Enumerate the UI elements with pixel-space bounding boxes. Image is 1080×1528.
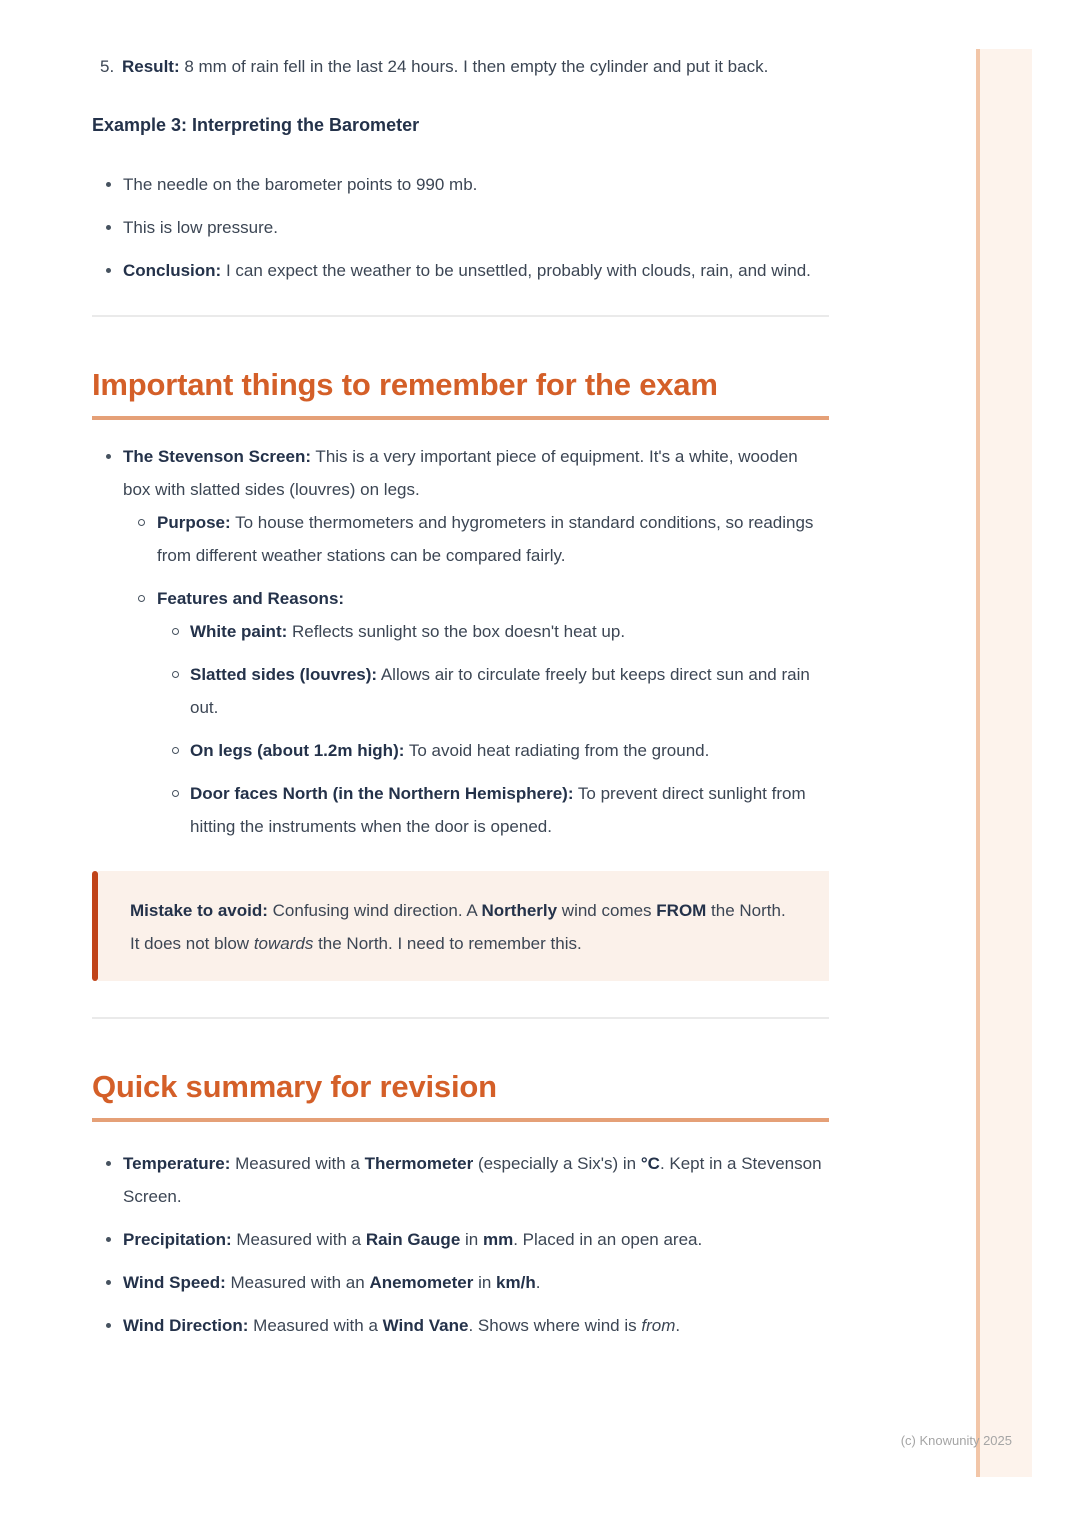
list-item-number: 5. (100, 57, 115, 76)
bullet-dot-icon (106, 1237, 111, 1242)
list-item-text: This is low pressure. (123, 218, 278, 237)
list-item (92, 1223, 829, 1256)
title-underline (92, 1118, 829, 1122)
list-item-text: The needle on the barometer points to 990 mb. (123, 175, 478, 194)
example-heading: Example 3: Interpreting the Barometer (92, 115, 420, 135)
list-item (92, 734, 829, 767)
callout-text: Mistake to avoid: Confusing wind direction. A Northerly wind comes FROM the North. It does not blow towards the North. I need to remember this. (130, 901, 786, 953)
document-content (92, 50, 829, 1342)
bullet-circle-icon (172, 671, 179, 678)
title-underline (92, 416, 829, 420)
list-item (92, 1309, 829, 1342)
section-title-exam: Important things to remember for the exam (92, 367, 718, 402)
numbered-item-text: Result: 8 mm of rain fell in the last 24 hours. I then empty the cylinder and put it back. (122, 57, 769, 76)
list-item (92, 615, 829, 648)
list-item (92, 506, 829, 572)
side-accent-stripe (976, 49, 1032, 1477)
list-item (92, 211, 829, 244)
bullet-circle-icon (138, 595, 145, 602)
bullet-dot-icon (106, 1161, 111, 1166)
bullet-dot-icon (106, 454, 111, 459)
list-item (92, 168, 829, 201)
section-divider (92, 1017, 829, 1019)
list-item-text: Wind Speed: Measured with an Anemometer in km/h. (123, 1273, 541, 1292)
bullet-dot-icon (106, 182, 111, 187)
list-item (92, 1266, 829, 1299)
list-item-text: Slatted sides (louvres): Allows air to circulate freely but keeps direct sun and rain out. (190, 665, 810, 717)
list-item-text: Purpose: To house thermometers and hygrometers in standard conditions, so readings from different weather stations can be compared fairly. (157, 513, 814, 565)
list-item-text: The Stevenson Screen: This is a very important piece of equipment. It's a white, wooden box with slatted sides (louvres) on legs. (123, 447, 798, 499)
bullet-circle-icon (172, 747, 179, 754)
summary-bullet-list (92, 1147, 829, 1342)
section-title-summary: Quick summary for revision (92, 1069, 497, 1104)
bullet-circle-icon (172, 790, 179, 797)
mistake-callout (92, 871, 829, 981)
list-item-text: Door faces North (in the Northern Hemisphere): To prevent direct sunlight from hitting the instruments when the door is opened. (190, 784, 806, 836)
list-item (92, 777, 829, 843)
callout-body (98, 871, 829, 981)
list-item (92, 658, 829, 724)
example-bullet-list (92, 168, 829, 287)
list-item-text: Precipitation: Measured with a Rain Gauge in mm. Placed in an open area. (123, 1230, 703, 1249)
list-item (92, 440, 829, 506)
list-item-text: Wind Direction: Measured with a Wind Vane. Shows where wind is from. (123, 1316, 681, 1335)
section-divider (92, 315, 829, 317)
bullet-circle-icon (172, 628, 179, 635)
list-item (92, 1147, 829, 1213)
numbered-list-item (92, 50, 829, 83)
list-item (92, 254, 829, 287)
footer-copyright: (c) Knowunity 2025 (900, 1433, 1012, 1448)
list-item-text: Conclusion: I can expect the weather to be unsettled, probably with clouds, rain, and wind. (123, 261, 811, 280)
bullet-dot-icon (106, 1280, 111, 1285)
bullet-circle-icon (138, 519, 145, 526)
exam-bullet-list (92, 440, 829, 843)
list-item-text: On legs (about 1.2m high): To avoid heat radiating from the ground. (190, 741, 710, 760)
bullet-dot-icon (106, 225, 111, 230)
list-item-text: Features and Reasons: (157, 589, 345, 608)
bullet-dot-icon (106, 268, 111, 273)
list-item-text: Temperature: Measured with a Thermometer (especially a Six's) in °C. Kept in a Stevenson Screen. (123, 1154, 822, 1206)
list-item-text: White paint: Reflects sunlight so the box doesn't heat up. (190, 622, 626, 641)
bullet-dot-icon (106, 1323, 111, 1328)
list-item (92, 582, 829, 615)
